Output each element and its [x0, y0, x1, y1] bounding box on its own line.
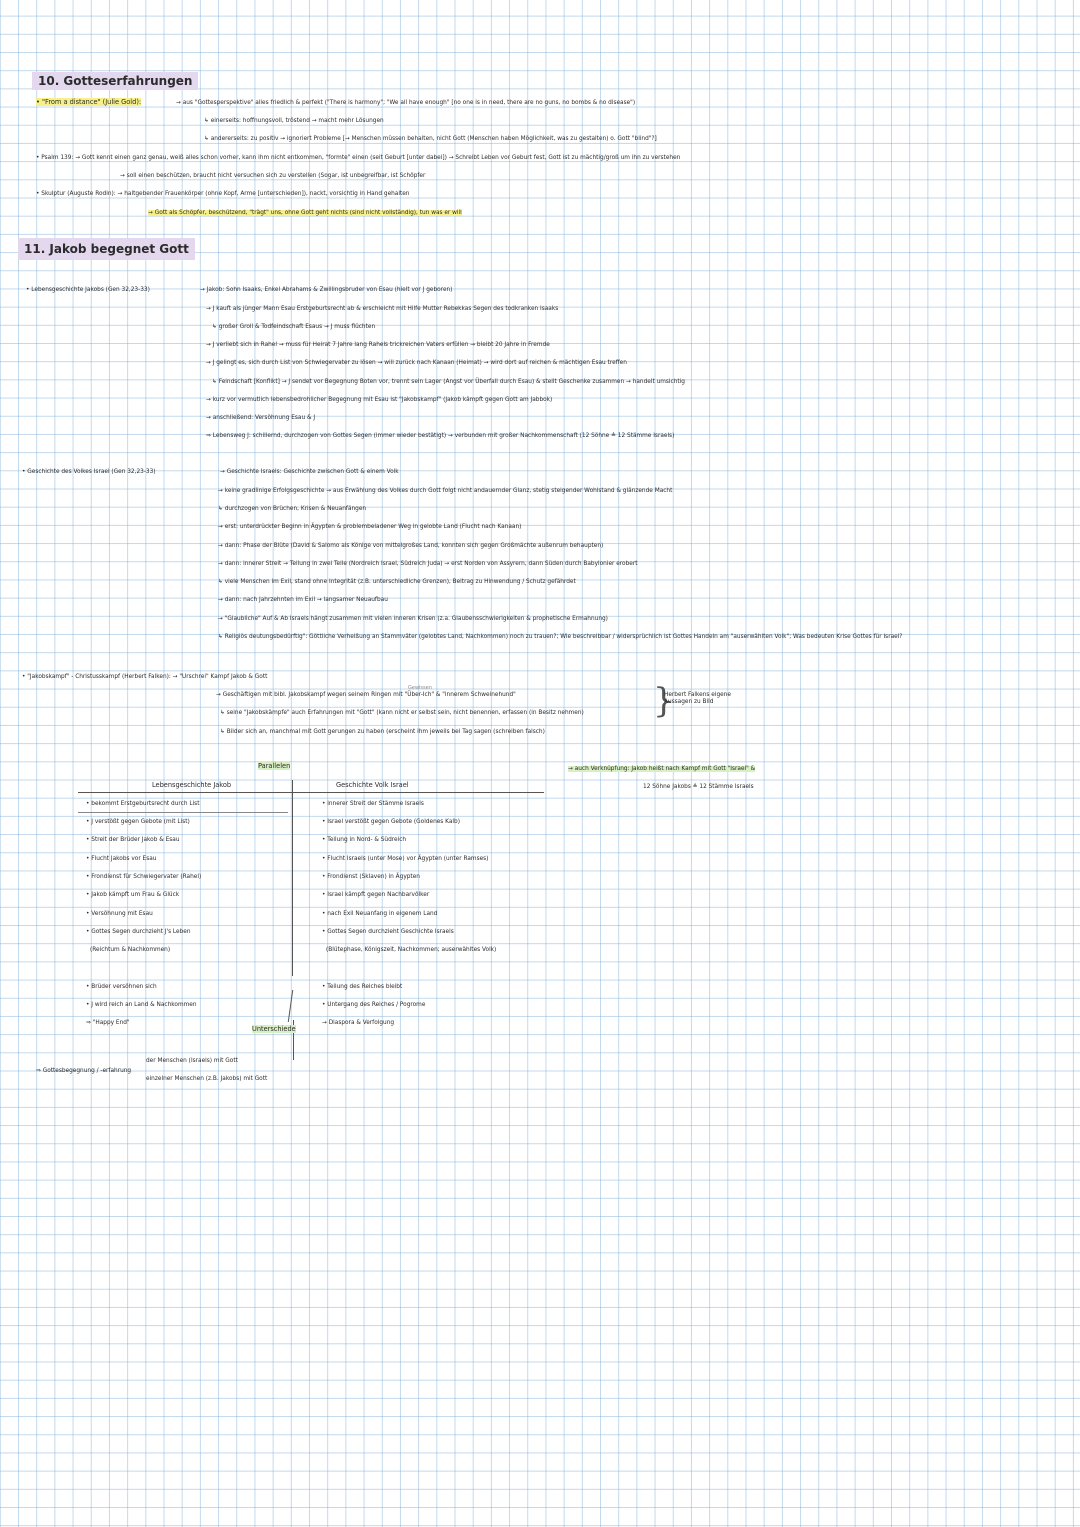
left-item-7: • Gottes Segen durchzieht J's Leben — [86, 929, 191, 935]
auch-note-text: → auch Verknüpfung: Jakob heißt nach Kampf mit Gott "Israel" & — [568, 766, 756, 772]
jakobskampf-sub-1: ↳ seine "Jakobskämpfe" auch Erfahrungen mit "Gott" (kann nicht er selbst sein, nicht benennen, erfassen (in Besitz nehmen) — [220, 710, 584, 716]
parallelen-label — [258, 762, 290, 770]
section-10-title: 10. Gotteserfahrungen — [32, 72, 198, 90]
right-column-header: Geschichte Volk Israel — [336, 781, 409, 789]
jakobskampf-sub-2: ↳ Bilder sich an, manchmal mit Gott gerungen zu haben (erscheint ihm jeweils bei Tag sagen (schreiben falsch) — [220, 729, 545, 735]
begegnung-line2: einzelner Menschen (z.B. Jakobs) mit Gott — [146, 1076, 268, 1082]
left-column-header: Lebensgeschichte Jakob — [152, 781, 232, 789]
from-distance-label — [36, 98, 141, 107]
left-diff-0: • Brüder versöhnen sich — [86, 984, 157, 990]
lebens-item-0: → Jakob: Sohn Isaaks, Enkel Abrahams & Zwillingsbruder von Esau (hielt vor J geboren) — [200, 287, 453, 293]
left-item-8: (Reichtum & Nachkommen) — [90, 947, 171, 953]
begegnung-line1: der Menschen (Israels) mit Gott — [146, 1058, 238, 1064]
unterschiede-label-text: Unterschiede — [252, 1025, 296, 1033]
curly-bracket: } — [653, 681, 675, 721]
skulptur-line: • Skulptur (Auguste Rodin): → haltgebender Frauenkörper (ohne Kopf, Arme [unterschieden]), nackt, vorsichtig in Hand gehalten — [36, 191, 410, 197]
auch-note — [568, 765, 755, 773]
psalm-line2: → soll einen beschützen, braucht nicht versuchen sich zu verstellen (Sogar, ist unbegreifbar, ist Schöpfer — [120, 173, 426, 179]
lebens-item-2: ↳ großer Groll & Todfeindschaft Esaus → J muss flüchten — [212, 324, 376, 330]
volk-item-3: → erst: unterdrückter Beginn in Ägypten & problembeladener Weg in gelobte Land (Flucht nach Kanaan) — [218, 524, 522, 530]
parallelen-label-text: Parallelen — [258, 762, 291, 770]
left-row-rule — [78, 812, 288, 813]
volk-item-2: ↳ durchzogen von Brüchen, Krisen & Neuanfängen — [218, 506, 367, 512]
volk-item-8: → "Glaubliche" Auf & Ab Israels hängt zusammen mit vielen inneren Krisen (z.a. Glaubensschwierigkeiten & prophetische Ermahnung) — [218, 616, 608, 622]
volk-item-0: → Geschichte Israels: Geschichte zwischen Gott & einem Volk — [220, 469, 399, 475]
left-item-3: • Flucht Jakobs vor Esau — [86, 856, 157, 862]
lebens-item-7: → anschließend: Versöhnung Esau & J — [206, 415, 316, 421]
volk-item-4: → dann: Phase der Blüte (David & Salomo als Könige von mittelgroßes Land, konnten sich gegen Großmächte außenrum behaupten) — [218, 543, 604, 549]
right-item-5: • Israel kämpft gegen Nachbarvölker — [322, 892, 430, 898]
section-11-title: 11. Jakob begegnet Gott — [18, 238, 195, 260]
unterschiede-label — [252, 1025, 296, 1033]
psalm-line: • Psalm 139: → Gott kennt einen ganz genau, weiß alles schon vorher, kann ihm nicht entkommen, "formte" einen (seit Geburt [unter dabei]) → Schreibt Leben vor Geburt fest, Gott ist zu mächtig/groß um ihn zu verstehen — [36, 155, 681, 161]
left-item-0: • bekommt Erstgeburtsrecht durch List — [86, 801, 200, 807]
jakobskampf-sub-0: → Geschäftigen mit bibl. Jakobskampf wegen seinem Ringen mit "Über-Ich" & "innerem Schweinehund" — [216, 692, 516, 698]
right-item-3: • Flucht Israels (unter Mose) vor Ägypten (unter Ramses) — [322, 856, 489, 862]
volk-item-1: → keine gradlinige Erfolgsgeschichte → aus Erwählung des Volkes durch Gott folgt nicht andauernder Glanz, stetig steigender Wohlstand & glänzende Macht — [218, 488, 673, 494]
right-item-1: • Israel verstößt gegen Gebote (Goldenes Kalb) — [322, 819, 460, 825]
lebens-item-4: → J gelingt es, sich durch List von Schwiegervater zu lösen → will zurück nach Kanaan (Heimat) → wird dort auf reichen & mächtigen Esau treffen — [206, 360, 627, 366]
left-item-1: • J verstößt gegen Gebote (mit List) — [86, 819, 190, 825]
left-diff-2: ⇒ "Happy End" — [86, 1020, 130, 1026]
lebens-item-5: ↳ Feindschaft [Konflikt] → J sendet vor Begegnung Boten vor, trennt sein Lager (Angst vor Überfall durch Esau) & stellt Geschenke zusammen → handelt umsichtig — [212, 379, 685, 385]
herbert-note: Herbert Falkens eigene Aussagen zu Bild — [664, 692, 731, 705]
auch-note-2: 12 Söhne Jakobs ≙ 12 Stämme Israels — [643, 784, 754, 790]
skulptur-line2-text: → Gott als Schöpfer, beschützend, "trägt" uns, ohne Gott geht nichts (sind nicht vollständig), tun was er will — [148, 210, 462, 216]
left-item-2: • Streit der Brüder Jakob & Esau — [86, 837, 180, 843]
lebens-item-8: ⇒ Lebensweg J: schillernd, durchzogen von Gottes Segen (immer wieder bestätigt) → verbunden mit großer Nachkommenschaft (12 Söhne ≙ 12 Stämme Israels) — [206, 433, 675, 439]
left-item-6: • Versöhnung mit Esau — [86, 911, 153, 917]
lebens-item-3: → J verliebt sich in Rahel → muss für Heirat 7 Jahre lang Rahels trickreichen Vaters erfüllen → bleibt 20 Jahre in Fremde — [206, 342, 550, 348]
right-item-0: • innerer Streit der Stämme Israels — [322, 801, 424, 807]
volk-item-6: ↳ viele Menschen im Exil, stand ohne Integrität (z.B. unterschiedliche Grenzen), Beitrag zu Hinwendung / Schutz gefährdet — [218, 579, 576, 585]
volk-item-9: ↳ Religiös deutungsbedürftig": Göttliche Verheißung an Stammväter (gelobtes Land, Nachkommen) noch zu trauen?; Wie beschreibbar / widersprüchlich ist Gottes Handeln am "auserwählten Volk"; Was bedeuten Krise Gottes für Israel? — [218, 634, 903, 640]
right-diff-2: → Diaspora & Verfolgung — [322, 1020, 395, 1026]
volk-item-5: → dann: innerer Streit → Teilung in zwei Teile (Nordreich Israel, Südreich Juda) → erst Norden von Assyrern, dann Süden durch Babylonier erobert — [218, 561, 638, 567]
right-item-7: • Gottes Segen durchzieht Geschichte Israels — [322, 929, 454, 935]
volk-label: • Geschichte des Volkes Israel (Gen 32,23-33) — [22, 469, 156, 475]
right-item-6: • nach Exil Neuanfang in eigenem Land — [322, 911, 438, 917]
right-item-8: (Blütephase, Königszeit, Nachkommen; auserwähltes Volk) — [326, 947, 497, 953]
from-distance-highlight: • "From a distance" (Julie Gold): — [36, 98, 142, 106]
gewissen-note: Gewissen — [408, 685, 432, 691]
lebens-item-6: → kurz vor vermutlich lebensbedrohlicher Begegnung mit Esau ist "Jakobskampf" (Jakob kämpft gegen Gott am Jabbok) — [206, 397, 553, 403]
left-diff-1: • J wird reich an Land & Nachkommen — [86, 1002, 197, 1008]
volk-item-7: → dann: nach Jahrzehnten im Exil → langsamer Neuaufbau — [218, 597, 388, 603]
table-divider-top — [292, 780, 293, 976]
table-divider-zigzag — [288, 990, 293, 1022]
from-distance-line1: → aus "Gottesperspektive" alles friedlich & perfekt ("There is harmony"; "We all have enough" [no one is in need, there are no guns, no bombs & no disease") — [176, 100, 636, 106]
right-item-4: • Frondienst (Sklaven) in Ägypten — [322, 874, 420, 880]
left-item-5: • Jakob kämpft um Frau & Glück — [86, 892, 180, 898]
skulptur-line2 — [148, 209, 462, 217]
jakobskampf-label: • "Jakobskampf" - Christusskampf (Herbert Falken): → "Urschrei" Kampf Jakob & Gott — [22, 674, 268, 680]
lebensgeschichte-label: • Lebensgeschichte Jakobs (Gen 32,23-33) — [26, 287, 150, 293]
table-header-rule — [78, 792, 544, 793]
left-item-4: • Frondienst für Schwiegervater (Rahel) — [86, 874, 202, 880]
right-item-2: • Teilung in Nord- & Südreich — [322, 837, 407, 843]
right-diff-0: • Teilung des Reiches bleibt — [322, 984, 403, 990]
from-distance-line2: ↳ einerseits: hoffnungsvoll, tröstend → macht mehr Lösungen — [204, 118, 384, 124]
lebens-item-1: → J kauft als jünger Mann Esau Erstgeburtsrecht ab & erschleicht mit Hilfe Mutter Rebekkas Segen des todkranken Isaaks — [206, 306, 559, 312]
right-diff-1: • Untergang des Reiches / Pogrome — [322, 1002, 426, 1008]
begegnung-label: ⇒ Gottesbegegnung / -erfahrung — [36, 1068, 132, 1074]
from-distance-line3: ↳ andererseits: zu positiv → ignoriert Probleme [→ Menschen müssen behalten, nicht Gott (Menschen haben Möglichkeit, was zu gestalten) o. Gott "blind"?] — [204, 136, 657, 142]
